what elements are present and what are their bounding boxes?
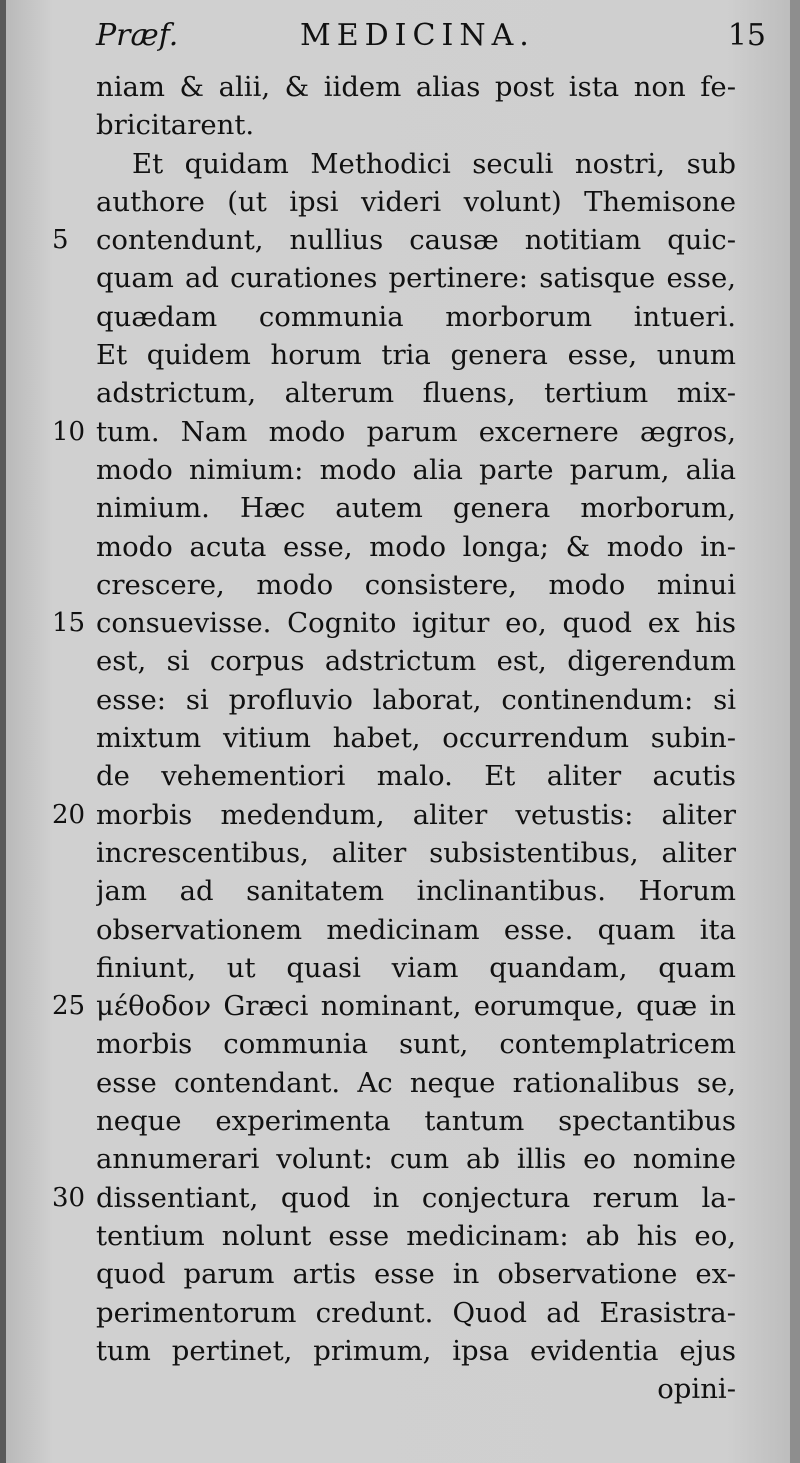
body-text	[96, 68, 736, 1408]
text-line: quod parum artis esse in observatione ex-	[96, 1258, 736, 1291]
text-line: finiunt, ut quasi viam quandam, quam	[96, 951, 736, 984]
text-line: esse contendant. Ac neque rationalibus se,	[96, 1066, 736, 1099]
running-head	[0, 18, 800, 58]
line-number: 25	[52, 991, 86, 1022]
text-line: quam ad curationes pertinere: satisque esse,	[96, 262, 736, 295]
text-line: mixtum vitium habet, occurrendum subin-	[96, 722, 736, 755]
running-head-title: MEDICINA.	[300, 18, 535, 53]
text-line: niam & alii, & iidem alias post ista non fe-	[96, 71, 736, 103]
running-head-left: Præf.	[96, 18, 179, 53]
text-line: modo acuta esse, modo longa; & modo in-	[96, 530, 736, 563]
line-number: 15	[52, 608, 86, 639]
text-line: Et quidem horum tria genera esse, unum	[96, 339, 736, 372]
text-line: dissentiant, quod in conjectura rerum la-	[96, 1181, 736, 1214]
line-number: 20	[52, 799, 86, 830]
text-line: tum. Nam modo parum excernere ægros,	[96, 415, 736, 448]
text-line: modo nimium: modo alia parte parum, alia	[96, 453, 736, 486]
text-line: perimentorum credunt. Quod ad Erasistra-	[96, 1296, 736, 1329]
text-line: increscentibus, aliter subsistentibus, aliter	[96, 836, 736, 869]
text-line: quædam communia morborum intueri.	[96, 300, 736, 333]
text-line: de vehementiori malo. Et aliter acutis	[96, 760, 736, 793]
text-line: esse: si profluvio laborat, continendum: si	[96, 683, 736, 716]
text-line: authore (ut ipsi videri volunt) Themisone	[96, 185, 736, 218]
line-number: 5	[52, 225, 69, 256]
text-line: consuevisse. Cognito igitur eo, quod ex his	[96, 607, 736, 640]
text-line: crescere, modo consistere, modo minui	[96, 568, 736, 601]
text-line: Et quidam Methodici seculi nostri, sub	[132, 147, 736, 180]
text-line: morbis communia sunt, contemplatricem	[96, 1028, 736, 1061]
text-line: annumerari volunt: cum ab illis eo nomine	[96, 1143, 736, 1176]
text-line: morbis medendum, aliter vetustis: aliter	[96, 798, 736, 831]
text-line: neque experimenta tantum spectantibus	[96, 1105, 736, 1138]
line-number: 10	[52, 416, 86, 447]
line-number: 30	[52, 1182, 86, 1213]
text-line: jam ad sanitatem inclinantibus. Horum	[96, 875, 736, 908]
text-line: nimium. Hæc autem genera morborum,	[96, 492, 736, 525]
text-line: observationem medicinam esse. quam ita	[96, 913, 736, 946]
page-number: 15	[727, 18, 766, 53]
text-line: opini-	[657, 1373, 736, 1406]
text-line: μέθοδον Græci nominant, eorumque, quæ in	[96, 990, 736, 1023]
text-line: contendunt, nullius causæ notitiam quic-	[96, 224, 736, 257]
text-line: tentium nolunt esse medicinam: ab his eo,	[96, 1219, 736, 1252]
text-line: est, si corpus adstrictum est, digerendum	[96, 645, 736, 678]
text-line: adstrictum, alterum fluens, tertium mix-	[96, 377, 736, 410]
text-line: bricitarent.	[96, 109, 255, 142]
text-line: tum pertinet, primum, ipsa evidentia ejus	[96, 1334, 736, 1367]
